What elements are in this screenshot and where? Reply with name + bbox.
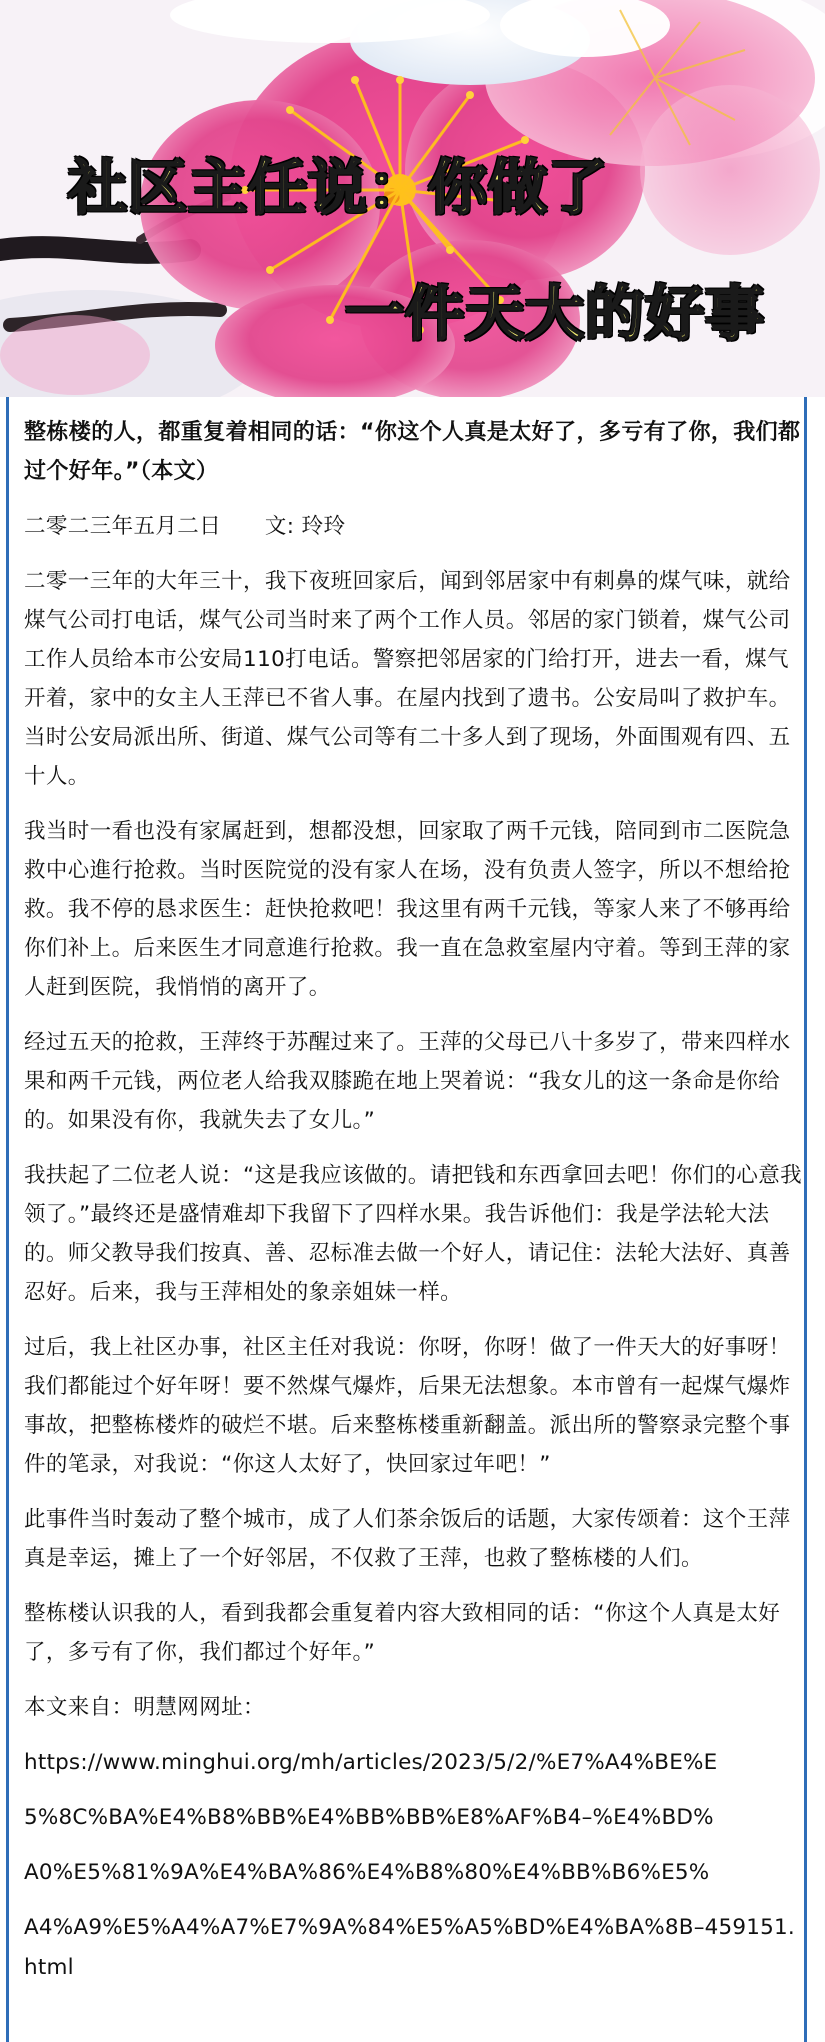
article-paragraph: 过后，我上社区办事，社区主任对我说：你呀，你呀！做了一件天大的好事呀！我们都能过个好年呀！要不然煤气爆炸，后果无法想象。本市曾有一起煤气爆炸事故，把整栋楼炸的破烂不堪。后来整栋楼重新翻盖。派出所的警察录完整个事件的笔录，对我说：“你这人太好了，快回家过年吧！” bbox=[24, 1335, 791, 1477]
article-content bbox=[24, 413, 806, 1988]
article-paragraph: 整栋楼认识我的人，看到我都会重复着内容大致相同的话：“你这个人真是太好了，多亏有了你，我们都过个好年。” bbox=[24, 1601, 781, 1665]
article-lead: 整栋楼的人，都重复着相同的话：“你这个人真是太好了，多亏有了你，我们都过个好年。”（本文） bbox=[24, 420, 801, 484]
source-label: 本文来自：明慧网网址： bbox=[24, 1695, 265, 1720]
article-paragraph: 二零一三年的大年三十，我下夜班回家后，闻到邻居家中有刺鼻的煤气味，就给煤气公司打电话，煤气公司当时来了两个工作人员。邻居的家门锁着，煤气公司工作人员给本市公安局110打电话。警察把邻居家的门给打开，进去一看，煤气开着，家中的女主人王萍已不省人事。在屋内找到了遗书。公安局叫了救护车。当时公安局派出所、街道、煤气公司等有二十多人到了现场，外面围观有四、五十人。 bbox=[24, 569, 791, 789]
banner-title-line-2: 一件天大的好事 bbox=[345, 279, 766, 348]
article-paragraph: 我当时一看也没有家属赶到，想都没想，回家取了两千元钱，陪同到市二医院急救中心進行抢救。当时医院觉的没有家人在场，没有负责人签字，所以不想给抢救。我不停的恳求医生：赶快抢救吧！我这里有两千元钱，等家人来了不够再给你们补上。后来医生才同意進行抢救。我一直在急救室屋内守着。等到王萍的家人赶到医院，我悄悄的离开了。 bbox=[24, 819, 791, 1000]
article-paragraph: 此事件当时轰动了整个城市，成了人们茶余饭后的话题，大家传颂着：这个王萍真是幸运，摊上了一个好邻居，不仅救了王萍，也救了整栋楼的人们。 bbox=[24, 1507, 791, 1571]
source-url-line[interactable]: 5%8C%BA%E4%B8%BB%E4%BB%BB%E8%AF%B4–%E4%BD% bbox=[24, 1805, 714, 1830]
hero-banner bbox=[0, 0, 825, 397]
source-url-line[interactable]: A0%E5%81%9A%E4%BA%86%E4%B8%80%E4%BB%B6%E5% bbox=[24, 1860, 710, 1885]
article-paragraph: 我扶起了二位老人说：“这是我应该做的。请把钱和东西拿回去吧！你们的心意我领了。”最终还是盛情难却下我留下了四样水果。我告诉他们：我是学法轮大法的。师父教导我们按真、善、忍标准去做一个好人，请记住：法轮大法好、真善忍好。后来，我与王萍相处的象亲姐妹一样。 bbox=[24, 1163, 803, 1305]
article-paragraph: 经过五天的抢救，王萍终于苏醒过来了。王萍的父母已八十多岁了，带来四样水果和两千元钱，两位老人给我双膝跪在地上哭着说：“我女儿的这一条命是你给的。如果没有你，我就失去了女儿。” bbox=[24, 1030, 791, 1133]
banner-title-line-1: 社区主任说：你做了 bbox=[68, 153, 609, 222]
source-url-line[interactable]: https://www.minghui.org/mh/articles/2023/5/2/%E7%A4%BE%E bbox=[24, 1750, 718, 1775]
source-url-line[interactable]: A4%A9%E5%A4%A7%E7%9A%84%E5%A5%BD%E4%BA%8B–459151.html bbox=[24, 1915, 795, 1980]
article-meta: 二零二三年五月二日 文: 玲玲 bbox=[24, 514, 346, 539]
